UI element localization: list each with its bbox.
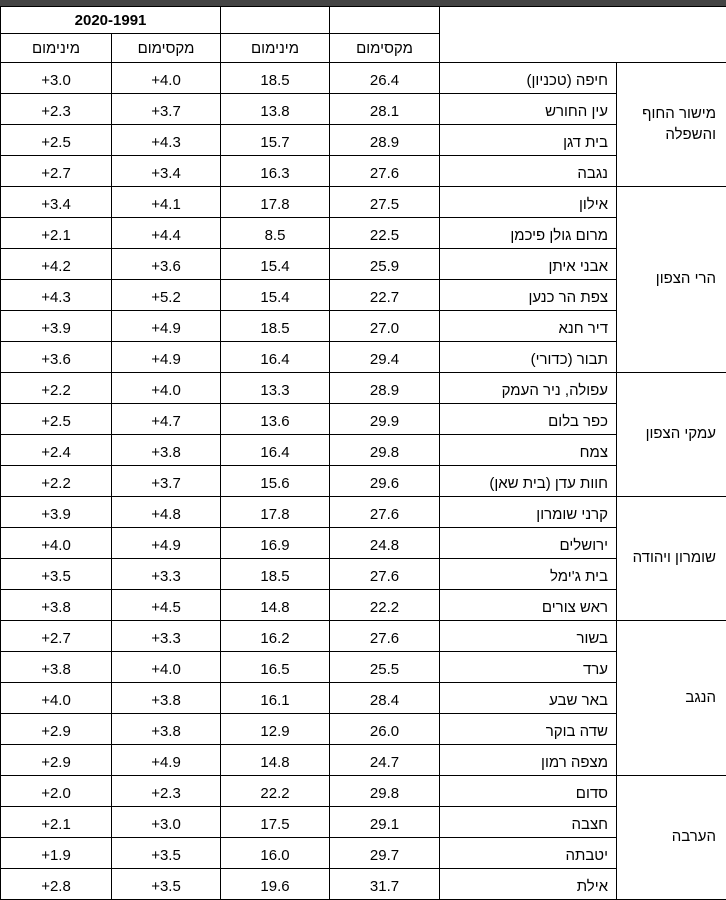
change-min-cell: +3.6 xyxy=(1,342,112,373)
station-name: בית דגן xyxy=(440,125,617,156)
avg-max-cell: 25.9 xyxy=(330,249,440,280)
avg-max-cell: 27.5 xyxy=(330,187,440,218)
station-name: קרני שומרון xyxy=(440,497,617,528)
change-min-cell: +2.9 xyxy=(1,745,112,776)
temperature-table xyxy=(0,6,726,900)
avg-min-cell: 16.4 xyxy=(221,342,330,373)
avg-min-cell: 8.5 xyxy=(221,218,330,249)
change-min-cell: +2.5 xyxy=(1,125,112,156)
change-max-cell: +3.6 xyxy=(112,249,221,280)
avg-max-cell: 29.4 xyxy=(330,342,440,373)
change-min-cell: +2.9 xyxy=(1,714,112,745)
region-name: שומרון ויהודה xyxy=(617,497,726,621)
change-max-cell: +4.0 xyxy=(112,373,221,404)
change-max-cell: +4.9 xyxy=(112,745,221,776)
header-blank-avg-min xyxy=(221,7,330,34)
avg-min-cell: 15.7 xyxy=(221,125,330,156)
change-max-cell: +3.5 xyxy=(112,838,221,869)
station-name: עפולה, ניר העמק xyxy=(440,373,617,404)
header-blank-avg-max xyxy=(330,7,440,34)
change-min-cell: +4.2 xyxy=(1,249,112,280)
table-row xyxy=(1,187,726,218)
station-name: דיר חנא xyxy=(440,311,617,342)
change-max-cell: +3.3 xyxy=(112,621,221,652)
change-min-cell: +3.8 xyxy=(1,590,112,621)
table-row xyxy=(1,373,726,404)
change-max-cell: +3.5 xyxy=(112,869,221,900)
avg-min-cell: 13.6 xyxy=(221,404,330,435)
avg-min-cell: 16.4 xyxy=(221,435,330,466)
station-name: סדום xyxy=(440,776,617,807)
station-name: חוות עדן (בית שאן) xyxy=(440,466,617,497)
change-min-cell: +3.9 xyxy=(1,311,112,342)
avg-max-cell: 22.2 xyxy=(330,590,440,621)
change-max-cell: +3.8 xyxy=(112,435,221,466)
station-name: כפר בלום xyxy=(440,404,617,435)
avg-min-cell: 15.4 xyxy=(221,280,330,311)
station-name: יטבתה xyxy=(440,838,617,869)
avg-max-cell: 31.7 xyxy=(330,869,440,900)
avg-min-cell: 12.9 xyxy=(221,714,330,745)
change-min-cell: +2.2 xyxy=(1,373,112,404)
avg-max-cell: 29.8 xyxy=(330,776,440,807)
avg-max-cell: 29.6 xyxy=(330,466,440,497)
station-name: בית ג'ימל xyxy=(440,559,617,590)
region-name: מישור החוף והשפלה xyxy=(617,63,726,187)
avg-max-cell: 22.7 xyxy=(330,280,440,311)
header-blank-region-station xyxy=(440,7,726,63)
avg-min-cell: 16.5 xyxy=(221,652,330,683)
header-avg-max: מקסימום xyxy=(330,34,440,63)
station-name: אילת xyxy=(440,869,617,900)
avg-max-cell: 28.1 xyxy=(330,94,440,125)
region-name: הנגב xyxy=(617,621,726,776)
avg-min-cell: 16.9 xyxy=(221,528,330,559)
change-min-cell: +3.5 xyxy=(1,559,112,590)
change-max-cell: +3.3 xyxy=(112,559,221,590)
avg-max-cell: 27.0 xyxy=(330,311,440,342)
change-max-cell: +3.7 xyxy=(112,94,221,125)
avg-min-cell: 16.0 xyxy=(221,838,330,869)
change-min-cell: +3.8 xyxy=(1,652,112,683)
avg-max-cell: 29.8 xyxy=(330,435,440,466)
change-max-cell: +2.3 xyxy=(112,776,221,807)
change-min-cell: +4.0 xyxy=(1,528,112,559)
change-max-cell: +4.1 xyxy=(112,187,221,218)
station-name: בשור xyxy=(440,621,617,652)
change-min-cell: +3.9 xyxy=(1,497,112,528)
station-name: חצבה xyxy=(440,807,617,838)
avg-max-cell: 25.5 xyxy=(330,652,440,683)
avg-min-cell: 13.8 xyxy=(221,94,330,125)
avg-min-cell: 15.6 xyxy=(221,466,330,497)
avg-min-cell: 18.5 xyxy=(221,63,330,94)
change-min-cell: +2.3 xyxy=(1,94,112,125)
avg-max-cell: 29.1 xyxy=(330,807,440,838)
period-header: 2020-1991 xyxy=(1,7,221,34)
station-name: צמח xyxy=(440,435,617,466)
avg-min-cell: 22.2 xyxy=(221,776,330,807)
station-name: ראש צורים xyxy=(440,590,617,621)
change-max-cell: +3.4 xyxy=(112,156,221,187)
change-max-cell: +4.8 xyxy=(112,497,221,528)
table-row xyxy=(1,621,726,652)
station-name: עין החורש xyxy=(440,94,617,125)
change-max-cell: +3.7 xyxy=(112,466,221,497)
change-min-cell: +2.2 xyxy=(1,466,112,497)
avg-max-cell: 27.6 xyxy=(330,497,440,528)
avg-max-cell: 28.9 xyxy=(330,373,440,404)
avg-max-cell: 26.4 xyxy=(330,63,440,94)
change-min-cell: +2.0 xyxy=(1,776,112,807)
avg-min-cell: 18.5 xyxy=(221,559,330,590)
change-max-cell: +4.9 xyxy=(112,342,221,373)
region-name: עמקי הצפון xyxy=(617,373,726,497)
avg-max-cell: 24.7 xyxy=(330,745,440,776)
change-min-cell: +2.7 xyxy=(1,156,112,187)
station-name: חיפה (טכניון) xyxy=(440,63,617,94)
header-change-max: מקסימום xyxy=(112,34,221,63)
avg-max-cell: 27.6 xyxy=(330,156,440,187)
station-name: מרום גולן פיכמן xyxy=(440,218,617,249)
avg-max-cell: 22.5 xyxy=(330,218,440,249)
avg-min-cell: 14.8 xyxy=(221,745,330,776)
avg-max-cell: 28.9 xyxy=(330,125,440,156)
change-max-cell: +4.5 xyxy=(112,590,221,621)
table-row xyxy=(1,63,726,94)
change-max-cell: +4.9 xyxy=(112,311,221,342)
change-max-cell: +4.3 xyxy=(112,125,221,156)
region-name: הרי הצפון xyxy=(617,187,726,373)
header-avg-min: מינימום xyxy=(221,34,330,63)
avg-max-cell: 29.9 xyxy=(330,404,440,435)
avg-min-cell: 16.1 xyxy=(221,683,330,714)
avg-min-cell: 17.5 xyxy=(221,807,330,838)
header-change-min: מינימום xyxy=(1,34,112,63)
avg-min-cell: 16.3 xyxy=(221,156,330,187)
change-min-cell: +1.9 xyxy=(1,838,112,869)
region-name: הערבה xyxy=(617,776,726,900)
avg-min-cell: 17.8 xyxy=(221,187,330,218)
avg-min-cell: 18.5 xyxy=(221,311,330,342)
change-max-cell: +4.4 xyxy=(112,218,221,249)
change-min-cell: +3.4 xyxy=(1,187,112,218)
station-name: שדה בוקר xyxy=(440,714,617,745)
change-min-cell: +2.1 xyxy=(1,807,112,838)
avg-max-cell: 26.0 xyxy=(330,714,440,745)
station-name: אילון xyxy=(440,187,617,218)
change-max-cell: +4.0 xyxy=(112,63,221,94)
station-name: מצפה רמון xyxy=(440,745,617,776)
change-min-cell: +2.5 xyxy=(1,404,112,435)
avg-min-cell: 16.2 xyxy=(221,621,330,652)
avg-max-cell: 24.8 xyxy=(330,528,440,559)
avg-min-cell: 13.3 xyxy=(221,373,330,404)
change-min-cell: +2.7 xyxy=(1,621,112,652)
avg-min-cell: 17.8 xyxy=(221,497,330,528)
avg-max-cell: 27.6 xyxy=(330,621,440,652)
change-min-cell: +3.0 xyxy=(1,63,112,94)
change-max-cell: +4.0 xyxy=(112,652,221,683)
station-name: ערד xyxy=(440,652,617,683)
avg-max-cell: 28.4 xyxy=(330,683,440,714)
station-name: תבור (כדורי) xyxy=(440,342,617,373)
avg-min-cell: 15.4 xyxy=(221,249,330,280)
station-name: ירושלים xyxy=(440,528,617,559)
change-max-cell: +3.0 xyxy=(112,807,221,838)
avg-max-cell: 29.7 xyxy=(330,838,440,869)
change-max-cell: +5.2 xyxy=(112,280,221,311)
change-max-cell: +4.7 xyxy=(112,404,221,435)
station-name: צפת הר כנען xyxy=(440,280,617,311)
change-max-cell: +4.9 xyxy=(112,528,221,559)
avg-min-cell: 14.8 xyxy=(221,590,330,621)
avg-min-cell: 19.6 xyxy=(221,869,330,900)
change-max-cell: +3.8 xyxy=(112,683,221,714)
change-min-cell: +2.1 xyxy=(1,218,112,249)
change-max-cell: +3.8 xyxy=(112,714,221,745)
table-row xyxy=(1,497,726,528)
change-min-cell: +4.3 xyxy=(1,280,112,311)
station-name: אבני איתן xyxy=(440,249,617,280)
station-name: נגבה xyxy=(440,156,617,187)
change-min-cell: +4.0 xyxy=(1,683,112,714)
station-name: באר שבע xyxy=(440,683,617,714)
avg-max-cell: 27.6 xyxy=(330,559,440,590)
change-min-cell: +2.8 xyxy=(1,869,112,900)
change-min-cell: +2.4 xyxy=(1,435,112,466)
table-row xyxy=(1,776,726,807)
